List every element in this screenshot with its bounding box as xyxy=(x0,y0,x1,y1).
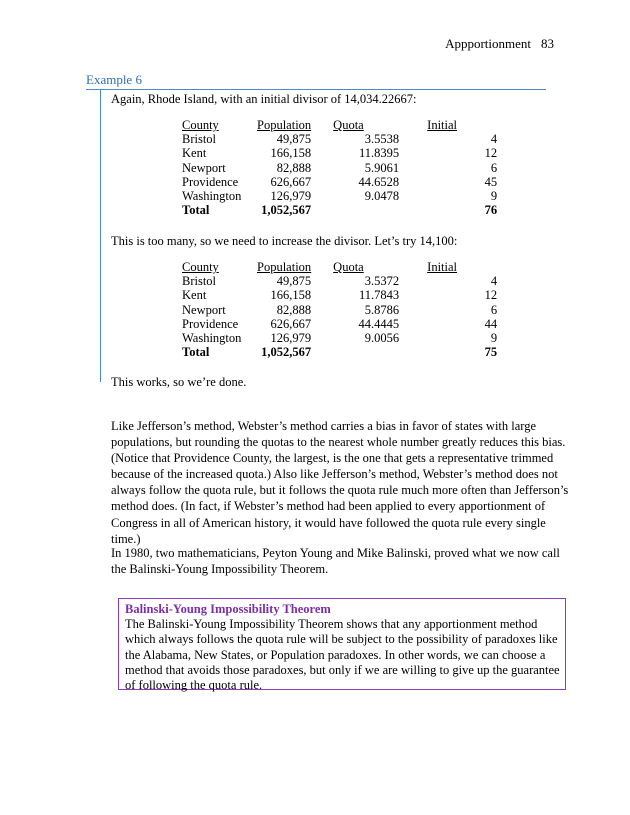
initial-cell: 6 xyxy=(490,160,498,175)
running-title: Appportionment xyxy=(445,36,531,51)
county-cell: Bristol xyxy=(182,274,217,289)
county-cell: Kent xyxy=(182,146,207,161)
theorem-body: The Balinski-Young Impossibility Theorem shows that any apportionment method which always follows the quota rule will be subject to the possibility of paradoxes like the Alabama, New States, or Population paradoxes. In other words, we can choose a method that avoids those paradoxes, but only if we are willing to give up the guarantee of following the quota rule. xyxy=(125,617,560,693)
table-header: Initial xyxy=(427,118,458,132)
county-cell: Providence xyxy=(182,316,239,331)
table-row xyxy=(182,274,497,288)
quota-cell: 3.5372 xyxy=(364,274,400,289)
total-quota xyxy=(311,203,399,217)
county-cell: Bristol xyxy=(182,132,217,147)
population-cell: 166,158 xyxy=(270,288,312,303)
population-cell: 626,667 xyxy=(270,174,312,189)
quota-cell: 5.8786 xyxy=(364,302,400,317)
table-row xyxy=(182,317,497,331)
total-label: Total xyxy=(182,345,210,360)
page-number: 83 xyxy=(541,36,554,51)
total-label: Total xyxy=(182,203,210,218)
table-total-row xyxy=(182,345,497,359)
quota-cell: 9.0056 xyxy=(364,331,400,346)
initial-cell: 45 xyxy=(484,174,498,189)
table-header: Quota xyxy=(333,118,364,132)
initial-cell: 9 xyxy=(490,189,498,204)
quota-cell: 5.9061 xyxy=(364,160,400,175)
table-header: Quota xyxy=(333,260,364,274)
quota-table-2 xyxy=(182,260,497,359)
initial-cell: 44 xyxy=(484,316,498,331)
county-cell: Providence xyxy=(182,174,239,189)
table-header: County xyxy=(182,260,219,274)
table-row xyxy=(182,146,497,160)
quota-cell: 11.8395 xyxy=(359,146,400,161)
table-row xyxy=(182,331,497,345)
body-paragraph: Like Jefferson’s method, Webster’s method carries a bias in favor of states with large populations, but rounding the quotas to the nearest whole number greatly reduces this bias. (Notice that Providence County, the largest, is the one that gets a representative trimmed because of the increased quota.) Also like Jefferson’s method, Webster’s method does not always follow the quota rule, but it follows the quota rule much more often than Jefferson’s method does. (In fact, if Webster’s method had been applied to every apportionment of Congress in all of American history, it would have followed the quota rule every single time.) xyxy=(111,419,569,546)
table-row xyxy=(182,189,497,203)
table-header: Population xyxy=(257,260,312,274)
table-row xyxy=(182,161,497,175)
population-cell: 82,888 xyxy=(276,302,312,317)
total-population: 1,052,567 xyxy=(261,345,312,360)
example-side-bar xyxy=(100,90,101,382)
table-header: County xyxy=(182,118,219,132)
quota-cell: 11.7843 xyxy=(359,288,400,303)
initial-cell: 9 xyxy=(490,331,498,346)
quota-cell: 9.0478 xyxy=(364,189,400,204)
table-header: Population xyxy=(257,118,312,132)
example-intro: Again, Rhode Island, with an initial divisor of 14,034.22667: xyxy=(111,92,417,106)
page-header xyxy=(445,36,554,52)
example-conclusion: This works, so we’re done. xyxy=(111,375,247,389)
total-quota xyxy=(311,345,399,359)
example-middle-text: This is too many, so we need to increase the divisor. Let’s try 14,100: xyxy=(111,234,458,248)
initial-cell: 12 xyxy=(484,288,498,303)
quota-cell: 44.4445 xyxy=(358,316,400,331)
table-row xyxy=(182,288,497,302)
table-header: Initial xyxy=(427,260,458,274)
population-cell: 82,888 xyxy=(276,160,312,175)
initial-cell: 6 xyxy=(490,302,498,317)
total-population: 1,052,567 xyxy=(261,203,312,218)
table-row xyxy=(182,132,497,146)
population-cell: 126,979 xyxy=(270,189,312,204)
example-rule xyxy=(86,89,546,90)
quota-cell: 44.6528 xyxy=(358,174,400,189)
table-row xyxy=(182,175,497,189)
population-cell: 126,979 xyxy=(270,331,312,346)
initial-cell: 4 xyxy=(490,274,498,289)
total-initial: 75 xyxy=(484,345,498,360)
initial-cell: 12 xyxy=(484,146,498,161)
example-title: Example 6 xyxy=(86,72,142,87)
initial-cell: 4 xyxy=(490,132,498,147)
county-cell: Kent xyxy=(182,288,207,303)
table-row xyxy=(182,303,497,317)
county-cell: Washington xyxy=(182,189,242,204)
total-initial: 76 xyxy=(484,203,498,218)
quota-table-1 xyxy=(182,118,497,217)
population-cell: 626,667 xyxy=(270,316,312,331)
table-total-row xyxy=(182,203,497,217)
theorem-title: Balinski-Young Impossibility Theorem xyxy=(125,602,331,616)
body-paragraph: In 1980, two mathematicians, Peyton Young and Mike Balinski, proved what we now call the Balinski-Young Impossibility Theorem. xyxy=(111,546,560,577)
population-cell: 49,875 xyxy=(276,132,312,147)
county-cell: Newport xyxy=(182,160,226,175)
county-cell: Newport xyxy=(182,302,226,317)
county-cell: Washington xyxy=(182,331,242,346)
population-cell: 49,875 xyxy=(276,274,312,289)
population-cell: 166,158 xyxy=(270,146,312,161)
quota-cell: 3.5538 xyxy=(364,132,400,147)
